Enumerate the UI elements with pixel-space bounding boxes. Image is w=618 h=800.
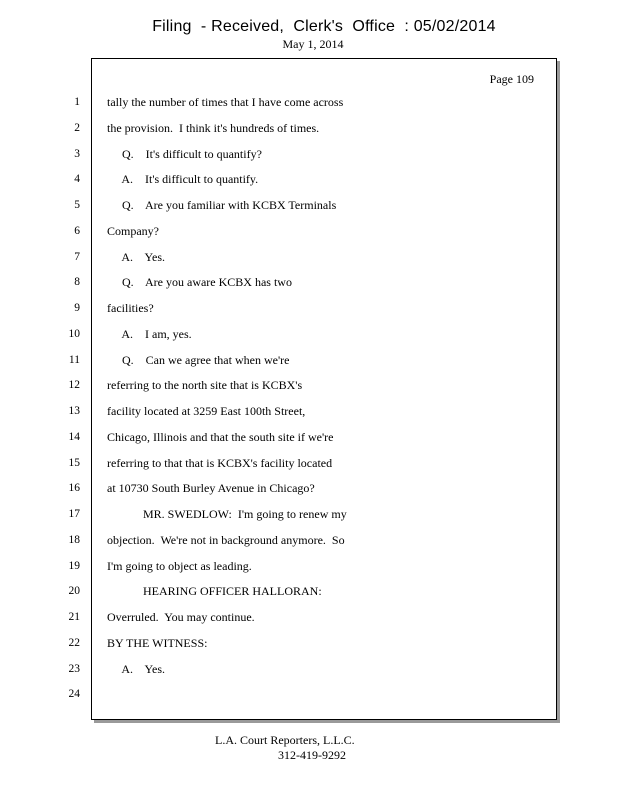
- transcript-line-text: objection. We're not in background anymore. So: [107, 533, 345, 547]
- line-number: 11: [68, 354, 80, 366]
- transcript-line-text: A. Yes.: [107, 662, 166, 676]
- line-number: 6: [74, 225, 80, 237]
- transcript-line-text: Company?: [107, 224, 159, 238]
- line-number: 16: [68, 482, 80, 494]
- line-number: 1: [74, 96, 80, 108]
- line-number: 15: [68, 457, 80, 469]
- transcript-line-text: Overruled. You may continue.: [107, 610, 255, 624]
- line-number: 17: [68, 508, 80, 520]
- line-number: 18: [68, 534, 80, 546]
- transcript-line-text: HEARING OFFICER HALLORAN:: [107, 584, 322, 598]
- line-number: 22: [68, 637, 80, 649]
- transcript-line-text: Q. Can we agree that when we're: [107, 353, 290, 367]
- line-number: 5: [74, 199, 80, 211]
- transcript-line-text: A. Yes.: [107, 250, 166, 264]
- line-number: 7: [74, 251, 80, 263]
- footer-company: L.A. Court Reporters, L.L.C.: [215, 733, 355, 747]
- line-number: 21: [68, 611, 80, 623]
- line-number: 23: [68, 663, 80, 675]
- transcript-line-text: at 10730 South Burley Avenue in Chicago?: [107, 481, 315, 495]
- line-number: 19: [68, 560, 80, 572]
- line-number: 14: [68, 431, 80, 443]
- transcript-line-text: I'm going to object as leading.: [107, 559, 252, 573]
- transcript-line-text: facilities?: [107, 301, 154, 315]
- transcript-line-text: Q. Are you aware KCBX has two: [107, 275, 292, 289]
- line-number: 10: [68, 328, 80, 340]
- transcript-line-text: A. It's difficult to quantify.: [107, 172, 259, 186]
- line-number: 12: [68, 379, 80, 391]
- footer-phone: 312-419-9292: [278, 748, 346, 762]
- transcript-line-text: Q. Are you familiar with KCBX Terminals: [107, 198, 337, 212]
- line-number: 8: [74, 276, 80, 288]
- hearing-date: May 1, 2014: [282, 37, 344, 51]
- transcript-line-text: facility located at 3259 East 100th Street,: [107, 404, 306, 418]
- transcript-line-text: tally the number of times that I have come across: [107, 95, 344, 109]
- transcript-line-text: MR. SWEDLOW: I'm going to renew my: [107, 507, 347, 521]
- transcript-line-text: referring to that that is KCBX's facility located: [107, 456, 333, 470]
- transcript-line-text: Q. It's difficult to quantify?: [107, 147, 262, 161]
- transcript-line-text: BY THE WITNESS:: [107, 636, 208, 650]
- filing-stamp: Filing - Received, Clerk's Office : 05/02/2014: [152, 18, 496, 35]
- transcript-line-text: A. I am, yes.: [107, 327, 192, 341]
- line-number: 3: [74, 148, 80, 160]
- transcript-line-text: Chicago, Illinois and that the south site if we're: [107, 430, 334, 444]
- line-number: 9: [74, 302, 80, 314]
- line-number: 20: [68, 585, 80, 597]
- line-number: 2: [74, 122, 80, 134]
- line-number: 13: [68, 405, 80, 417]
- line-number: 24: [68, 688, 80, 700]
- page-number: Page 109: [489, 72, 534, 86]
- transcript-line-text: the provision. I think it's hundreds of times.: [107, 121, 320, 135]
- transcript-line-text: referring to the north site that is KCBX's: [107, 378, 303, 392]
- line-number: 4: [74, 173, 80, 185]
